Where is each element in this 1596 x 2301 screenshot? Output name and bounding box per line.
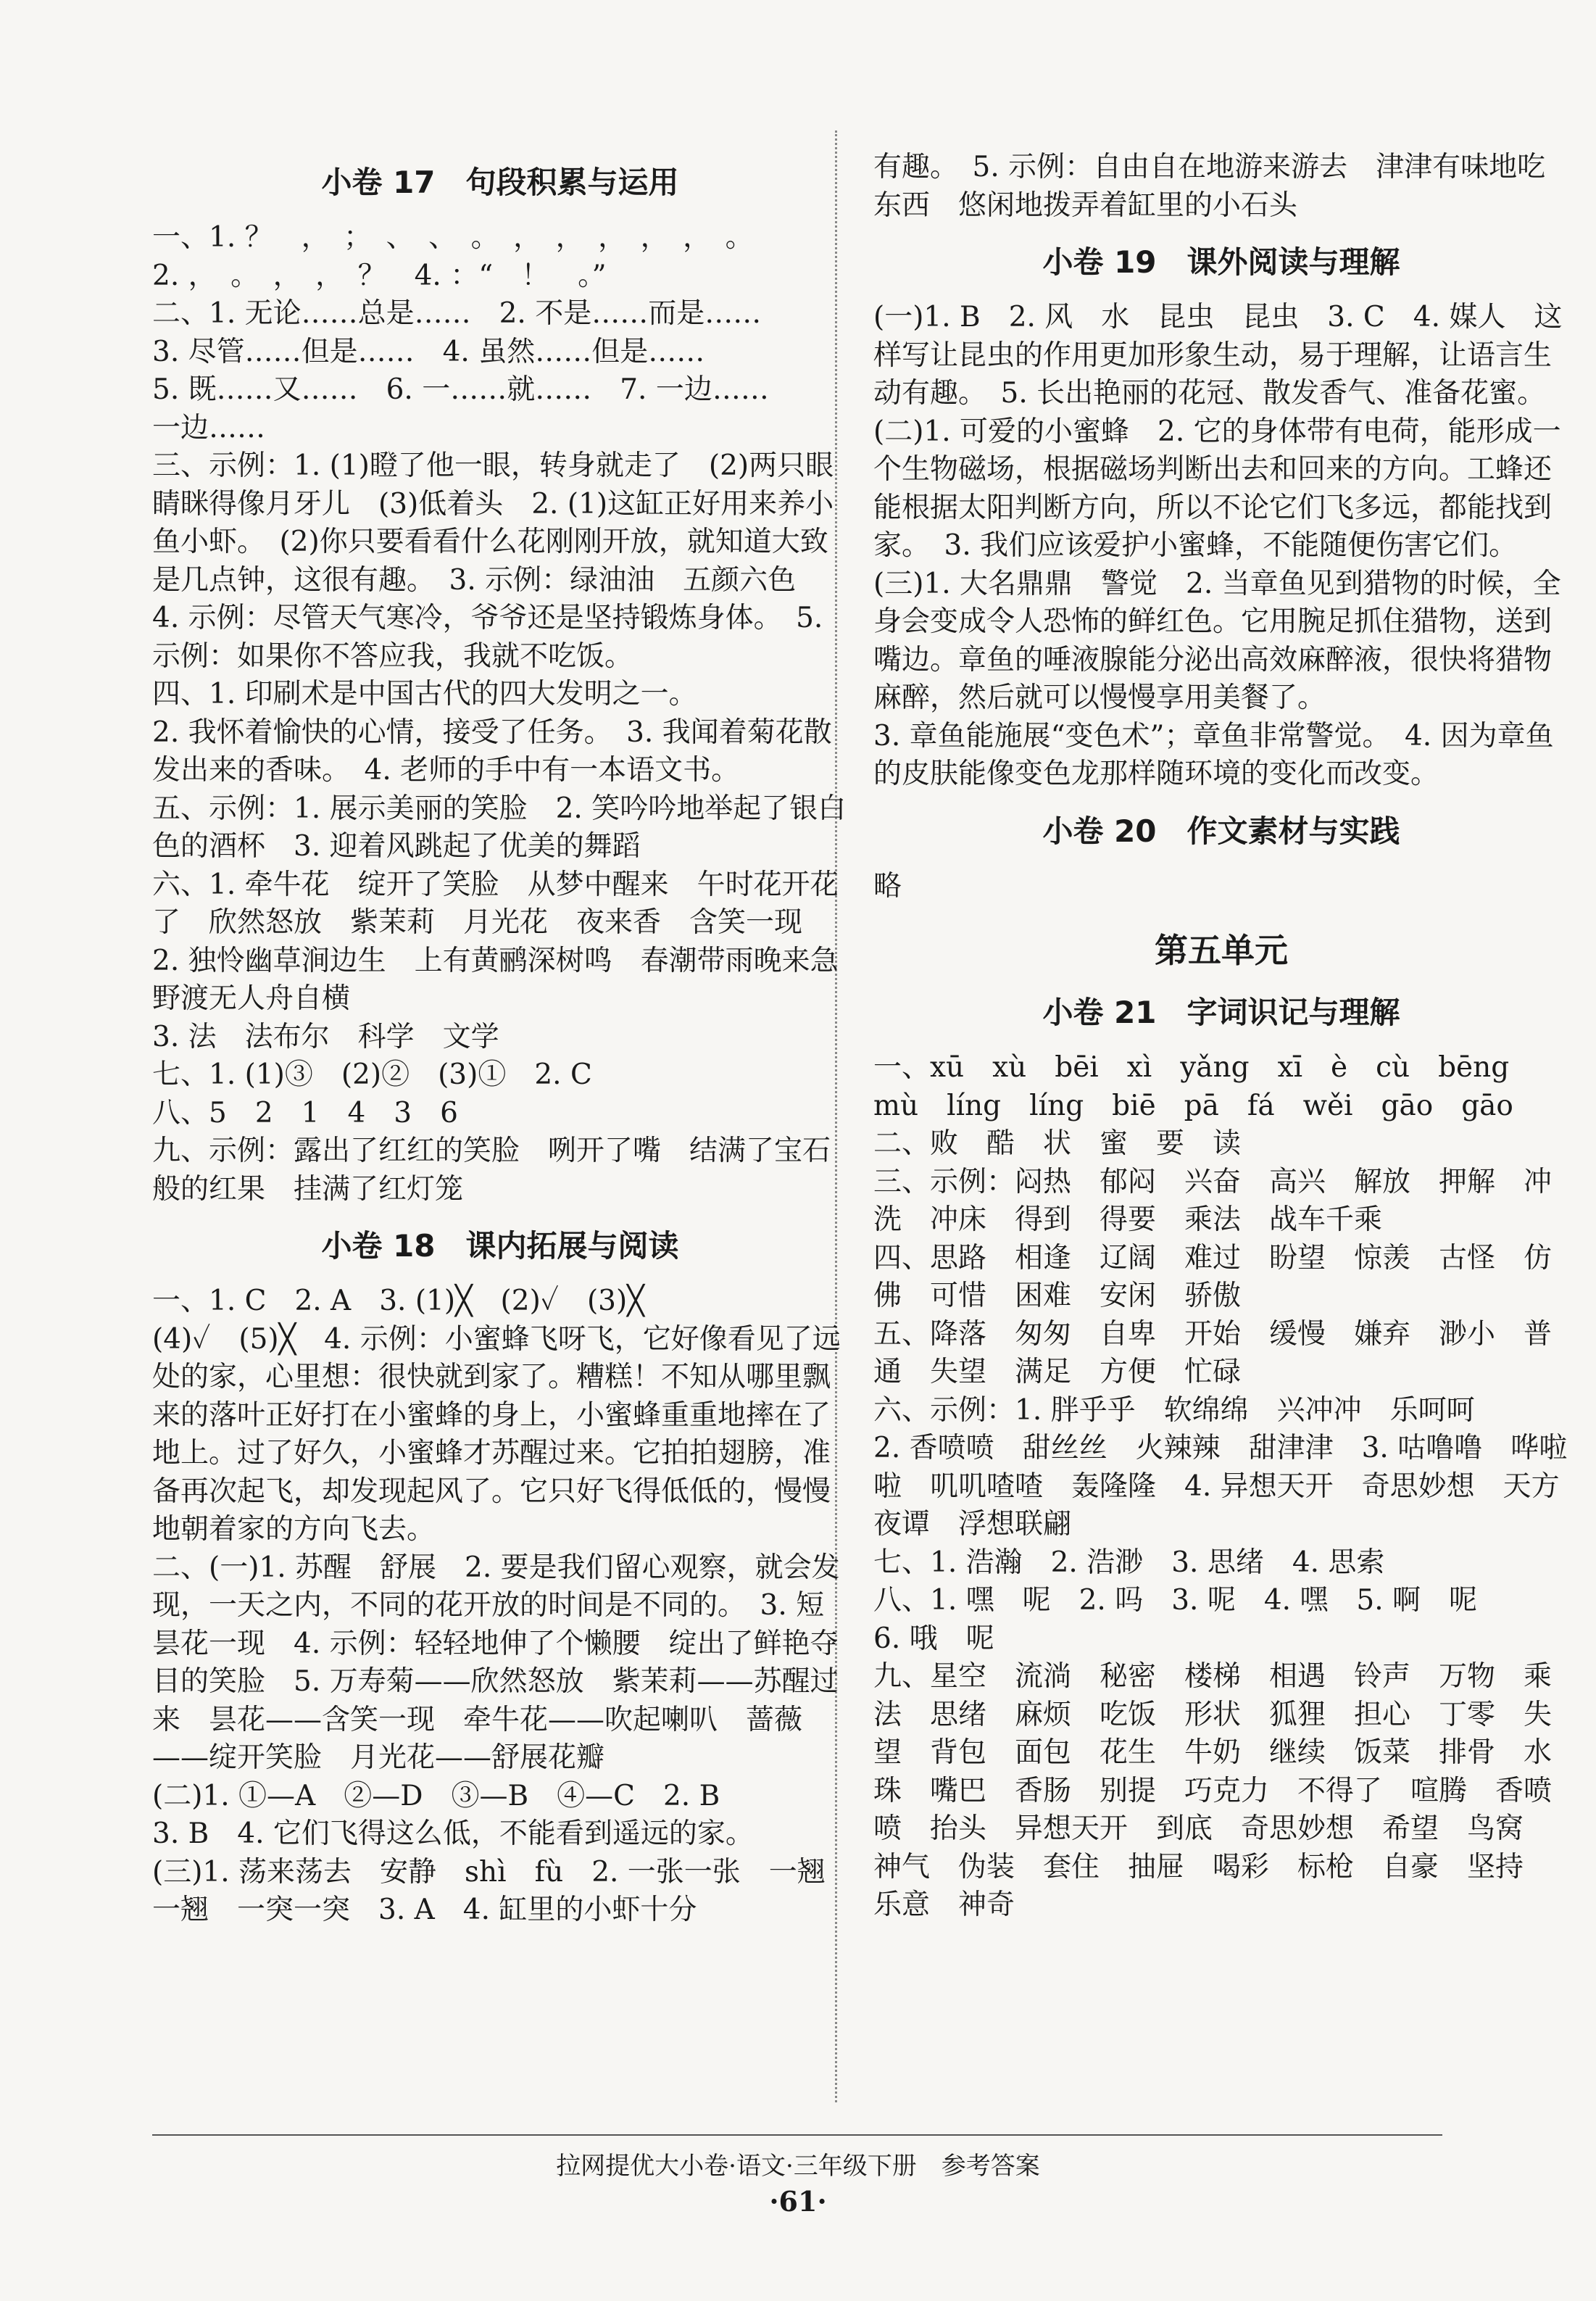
answer-line: 三、示例：1. (1)瞪了他一眼，转身就走了 (2)两只眼睛眯得像月牙儿 (3)低着头 2. (1)这缸正好用来养小鱼小虾。 (2)你只要看看什么花刚刚开放，就知道大致是几点钟，这很有趣。 3. 示例：绿油油 五颜六色 4. 示例：尽管天气寒冷，爷爷还是坚持锻炼身体。 5. 示例：如果你不答应我，我就不吃饭。	[152, 449, 834, 673]
answer-line: (二)1. ①—A ②—D ③—B ④—C 2. B	[152, 1779, 720, 1812]
section-17-body	[152, 219, 867, 1208]
answer-line: 三、示例：闷热 郁闷 兴奋 高兴 解放 押解 冲洗 冲床 得到 得要 乘法 战车千乘	[873, 1165, 1553, 1236]
answer-line: 九、示例：露出了红红的笑脸 咧开了嘴 结满了宝石般的红果 挂满了红灯笼	[152, 1135, 831, 1206]
answer-line: 五、示例：1. 展示美丽的笑脸 2. 笑吟吟地举起了银白色的酒杯 3. 迎着风跳起了优美的舞蹈	[152, 792, 847, 863]
section-18-body	[152, 1282, 853, 1930]
answer-line: 5. 既……又…… 6. 一……就…… 7. 一边……	[152, 373, 769, 406]
answer-line: 一、1. C 2. A 3. (1)╳ (2)✓ (3)╳	[152, 1285, 644, 1317]
section-title-21: 小卷 21 字词识记与理解	[1042, 995, 1400, 1030]
answer-line: (三)1. 大名鼎鼎 警觉 2. 当章鱼见到猎物的时候，全身会变成令人恐怖的鲜红色。它用腕足抓住猎物，送到嘴边。章鱼的唾液腺能分泌出高效麻醉液，很快将猎物麻醉，然后就可以慢慢享用美餐了。	[873, 567, 1561, 714]
section-title-19: 小卷 19 课外阅读与理解	[1042, 244, 1400, 280]
answer-line: 六、示例：1. 胖乎乎 软绵绵 兴冲冲 乐呵呵	[873, 1393, 1475, 1427]
answer-line: 一边……	[152, 411, 266, 444]
answer-line: 七、1. (1)③ (2)② (3)① 2. C	[152, 1058, 592, 1091]
section-19-body	[873, 299, 1569, 794]
answer-line: 四、思路 相逢 辽阔 难过 盼望 惊羡 古怪 仿佛 可惜 困难 安闲 骄傲	[873, 1241, 1553, 1312]
answer-line: (三)1. 荡来荡去 安静 shì fù 2. 一张一张 一翘一翘 一突一突 3. A 4. 缸里的小虾十分	[152, 1855, 826, 1926]
answer-line: (二)1. 可爱的小蜜蜂 2. 它的身体带有电荷，能形成一个生物磁场，根据磁场判断出去和回来的方向。工蜂还能根据太阳判断方向，所以不论它们飞多远，都能找到家。 3. 我们应该爱护小蜜蜂，不能随便伤害它们。	[873, 415, 1561, 562]
answer-line: 九、星空 流淌 秘密 楼梯 相遇 铃声 万物 乘法 思绪 麻烦 吃饭 形状 狐狸 担心 丁零 失望 背包 面包 花生 牛奶 继续 饭菜 排骨 水珠 嘴巴 香肠 别提 巧克力 不得了 喧腾 香喷喷 抬头 异想天开 到底 奇思妙想 希望 鸟窝 神气 伪装 套住 抽屉 喝彩 标枪 自豪 坚持 乐意 神奇	[873, 1660, 1553, 1921]
answer-line: 3. 法 法布尔 科学 文学	[152, 1020, 499, 1053]
answer-line: 3. 章鱼能施展“变色术”；章鱼非常警觉。 4. 因为章鱼的皮肤能像变色龙那样随环境的变化而改变。	[873, 719, 1554, 790]
section-title-17: 小卷 17 句段积累与运用	[321, 165, 679, 200]
footer-rule	[152, 2134, 1442, 2136]
answer-line: (4)✓ (5)╳ 4. 示例：小蜜蜂飞呀飞，它好像看见了远处的家，心里想：很快就到家了。糟糕！不知从哪里飘来的落叶正好打在小蜜蜂的身上，小蜜蜂重重地摔在了地上。过了好久，小蜜蜂才苏醒过来。它拍拍翅膀，准备再次起飞，却发现起风了。它只好飞得低低的，慢慢地朝着家的方向飞去。	[152, 1322, 841, 1546]
answer-line: 八、5 2 1 4 3 6	[152, 1096, 458, 1129]
answer-line: 七、1. 浩瀚 2. 浩渺 3. 思绪 4. 思索	[873, 1546, 1385, 1579]
answer-line: 3. 尽管……但是…… 4. 虽然……但是……	[152, 335, 705, 368]
page-number: ·61·	[769, 2185, 827, 2218]
left-column	[152, 145, 867, 1930]
answer-line: 2. 香喷喷 甜丝丝 火辣辣 甜津津 3. 咕噜噜 哗啦啦 叽叽喳喳 轰隆隆 4. 异想天开 奇思妙想 天方夜谭 浮想联翩	[873, 1432, 1568, 1541]
unit-title: 第五单元	[1155, 931, 1288, 970]
continued-answer	[873, 149, 1569, 225]
answer-line: 3. B 4. 它们飞得这么低，不能看到遥远的家。	[152, 1817, 754, 1850]
answer-line: 二、(一)1. 苏醒 舒展 2. 要是我们留心观察，就会发现，一天之内，不同的花开放的时间是不同的。 3. 短 昙花一现 4. 示例：轻轻地伸了个懒腰 绽出了鲜艳夺目的笑脸 5. 万寿菊——欣然怒放 紫茉莉——苏醒过来 昙花——含笑一现 牵牛花——吹起喇叭 蔷薇——绽开笑脸 月光花——舒展花瓣	[152, 1551, 853, 1774]
answer-line: 6. 哦 呢	[873, 1622, 994, 1655]
answer-line: 一、1. ？ ， ； 、 、 。 ， ， ， ， ， 。	[152, 221, 754, 254]
answer-line: 2. 我怀着愉快的心情，接受了任务。 3. 我闻着菊花散发出来的香味。 4. 老师的手中有一本语文书。	[152, 716, 832, 787]
section-title-20: 小卷 20 作文素材与实践	[1042, 813, 1400, 849]
section-20-body	[873, 868, 1569, 906]
answer-line: 一、xū xù bēi xì yǎng xī è cù bēng	[873, 1051, 1510, 1084]
answer-line: 八、1. 嘿 呢 2. 吗 3. 呢 4. 嘿 5. 啊 呢	[873, 1584, 1478, 1617]
right-column	[873, 149, 1569, 1925]
footer-series: 拉网提优大小卷·语文·三年级下册 参考答案	[556, 2152, 1040, 2181]
answer-line: 二、1. 无论……总是…… 2. 不是……而是……	[152, 297, 762, 330]
answer-line: 二、败 酷 状 蜜 要 读	[873, 1127, 1242, 1160]
section-21-body	[873, 1049, 1569, 1925]
answer-line: 略	[873, 869, 902, 903]
answer-line: 2. ， 。 ， ， ？ 4. ：“ ！ 。”	[152, 259, 607, 292]
answer-line: 四、1. 印刷术是中国古代的四大发明之一。	[152, 678, 697, 710]
section-title-18: 小卷 18 课内拓展与阅读	[321, 1228, 679, 1264]
answer-line: 五、降落 匆匆 自卑 开始 缓慢 嫌弃 渺小 普通 失望 满足 方便 忙碌	[873, 1317, 1553, 1388]
answer-line: (一)1. B 2. 风 水 昆虫 昆虫 3. C 4. 媒人 这样写让昆虫的作用更加形象生动，易于理解，让语言生动有趣。 5. 长出艳丽的花冠、散发香气、准备花蜜。	[873, 301, 1563, 410]
answer-line: mù líng líng biē pā fá wěi gāo gāo	[873, 1089, 1513, 1122]
answer-line: 有趣。 5. 示例：自由自在地游来游去 津津有味地吃东西 悠闲地拨弄着缸里的小石头	[873, 151, 1546, 222]
answer-line: 六、1. 牵牛花 绽开了笑脸 从梦中醒来 午时花开花了 欣然怒放 紫茉莉 月光花 夜来香 含笑一现 2. 独怜幽草涧边生 上有黄鹂深树鸣 春潮带雨晚来急 野渡无人舟自横	[152, 868, 867, 1015]
